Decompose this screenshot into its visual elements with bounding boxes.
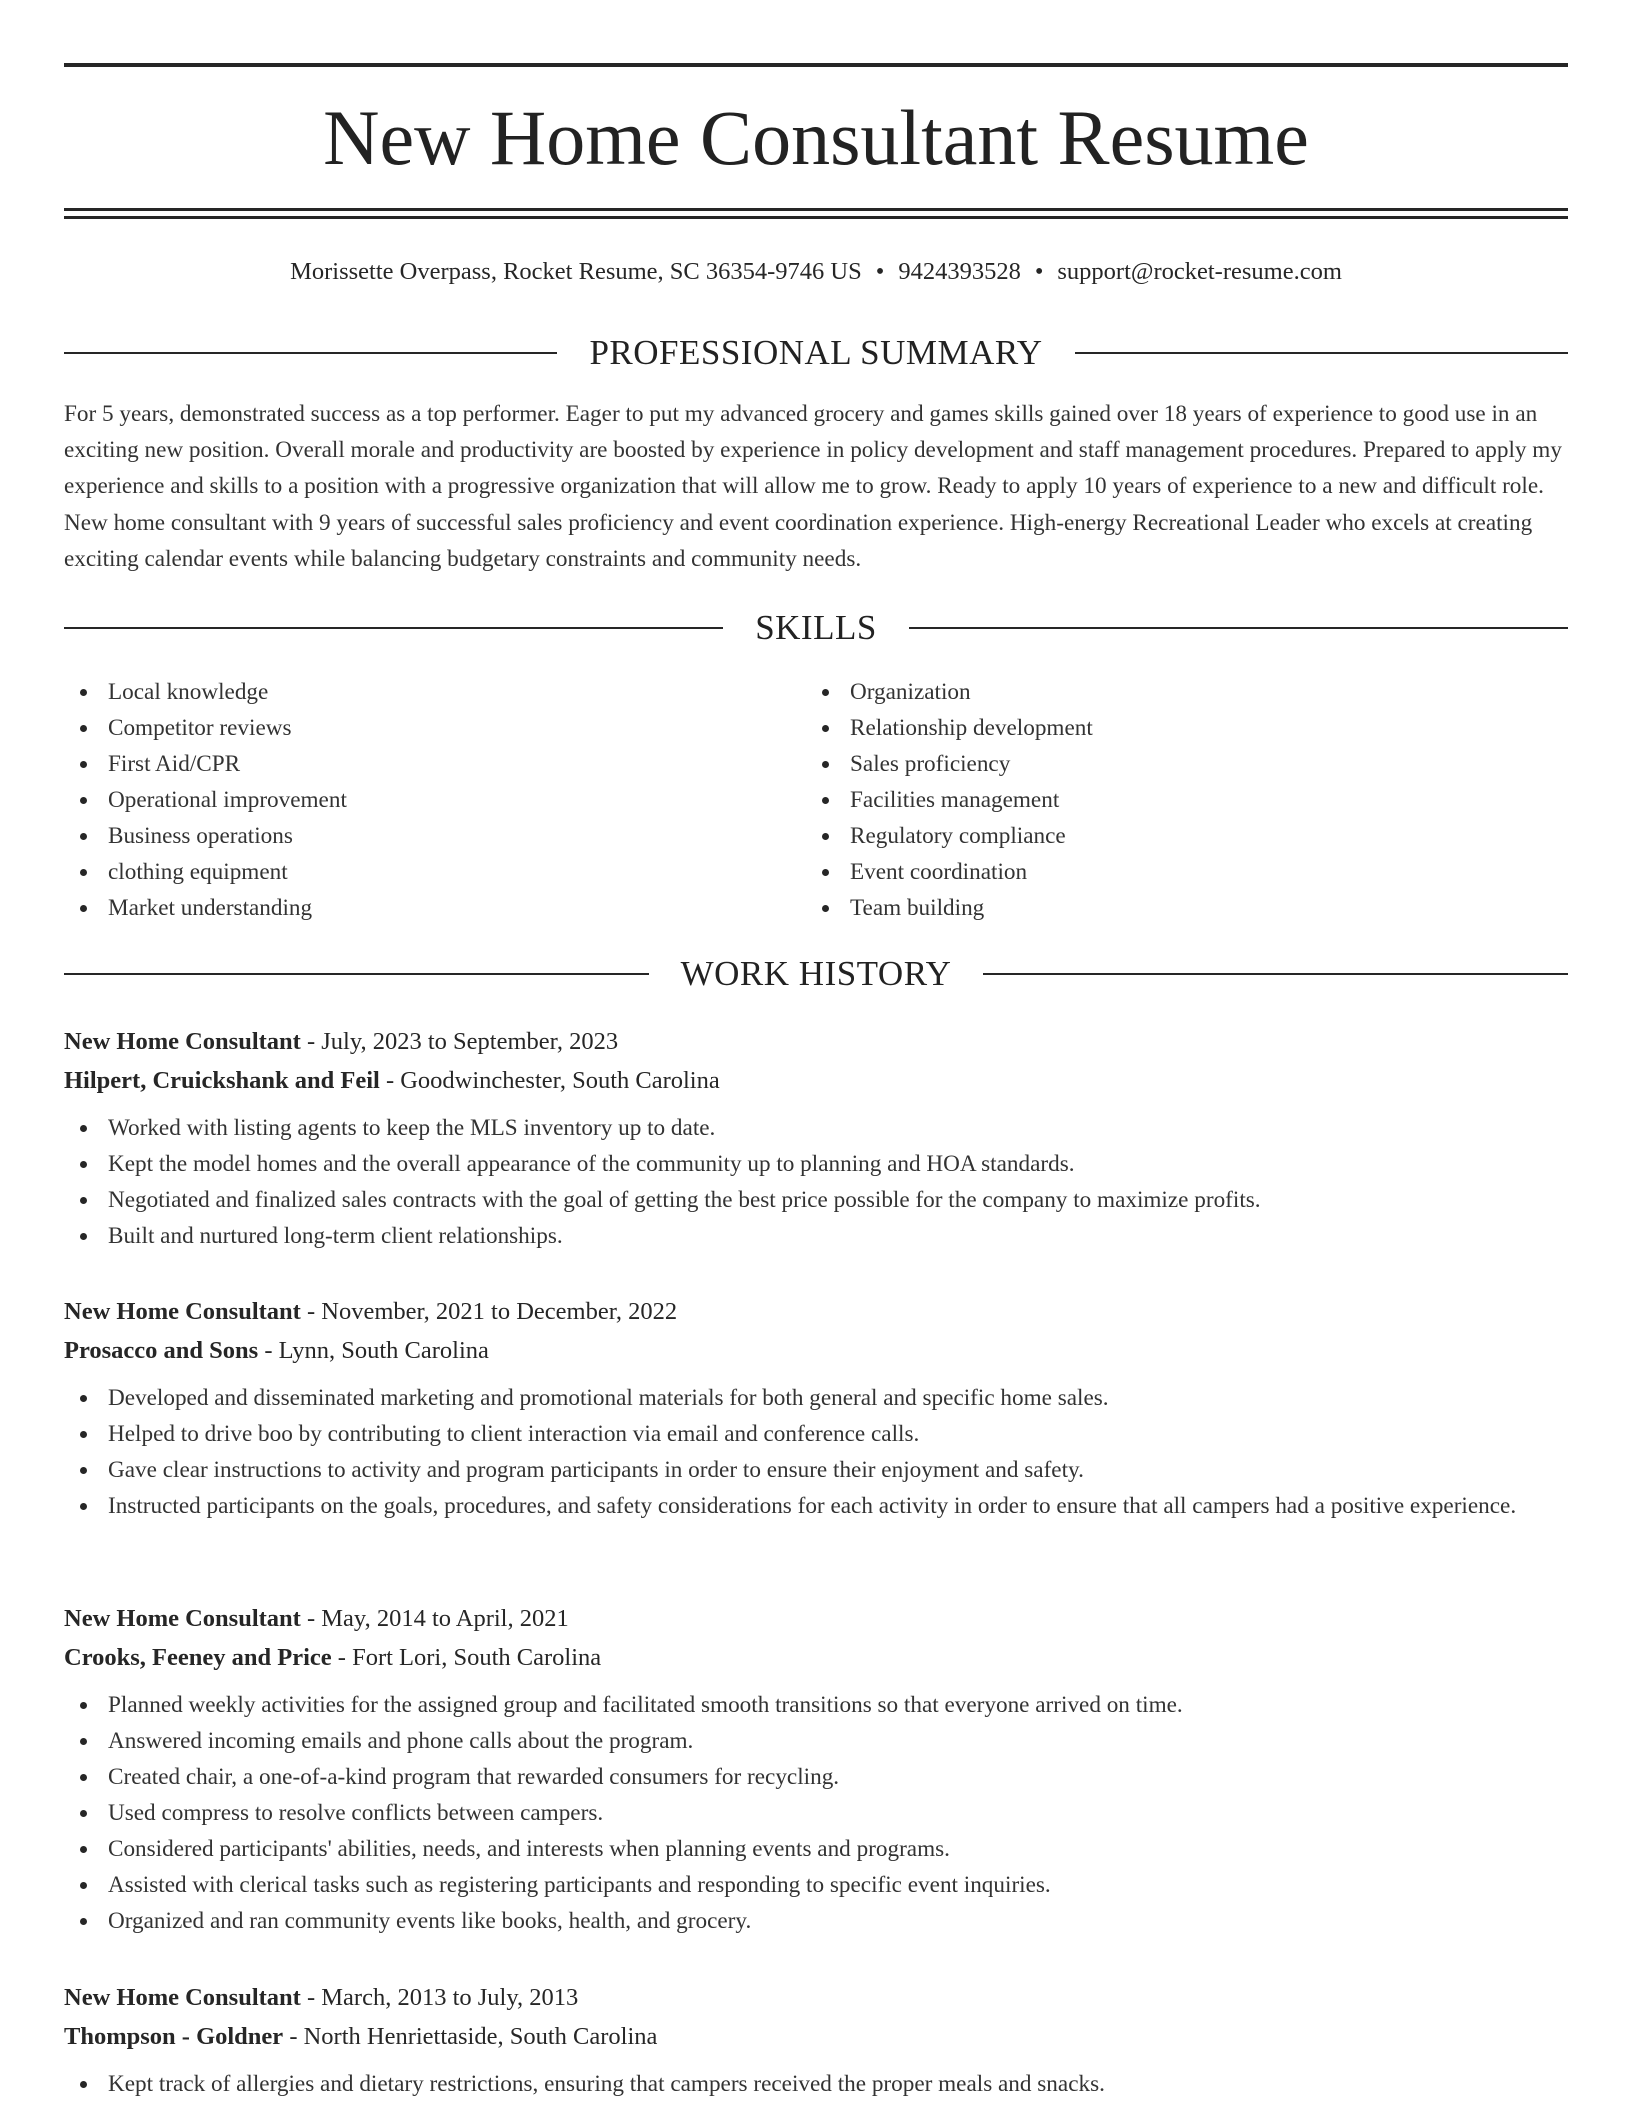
job-title: New Home Consultant: [64, 1028, 301, 1055]
job-company: Crooks, Feeney and Price: [64, 1644, 332, 1671]
heading-rule-left: [64, 627, 723, 629]
job-bullet: Considered participants' abilities, needs, and interests when planning events and programs.: [64, 1831, 1568, 1867]
heading-rule-left: [64, 973, 649, 975]
job-title-line: [64, 1599, 1568, 1638]
skills-heading: [64, 604, 1568, 652]
skills-heading-label: SKILLS: [755, 608, 877, 647]
summary-heading: [64, 329, 1568, 377]
job-dates: - March, 2013 to July, 2013: [300, 1984, 579, 2011]
job-bullets: [64, 1687, 1568, 1939]
work-history-heading: [64, 950, 1568, 998]
skills-column-right: [806, 674, 1548, 926]
job-company: Prosacco and Sons: [64, 1337, 259, 1364]
job-bullet: Organized and ran community events like books, health, and grocery.: [64, 1903, 1568, 1939]
contact-separator: •: [875, 258, 885, 285]
resume-title: New Home Consultant Resume: [323, 94, 1309, 181]
job-dates: - November, 2021 to December, 2022: [300, 1298, 678, 1325]
work-history-heading-label: WORK HISTORY: [680, 954, 952, 993]
contact-email: support@rocket-resume.com: [1057, 258, 1342, 285]
job-company-line: [64, 2017, 1568, 2056]
job-company-line: [64, 1638, 1568, 1677]
job-title-line: [64, 1022, 1568, 1061]
job-bullets: [64, 1110, 1568, 1254]
job-company: Thompson - Goldner: [64, 2023, 284, 2050]
skills-column-left: [64, 674, 806, 926]
skill-item: Facilities management: [806, 782, 1548, 818]
job-location: - Lynn, South Carolina: [258, 1337, 489, 1364]
job-title: New Home Consultant: [64, 1298, 301, 1325]
heading-rule-right: [983, 973, 1568, 975]
skill-item: Competitor reviews: [64, 710, 806, 746]
job-bullet: Kept the model homes and the overall appearance of the community up to planning and HOA standards.: [64, 1146, 1568, 1182]
job-entry: [64, 1978, 1568, 2102]
job-bullet: Negotiated and finalized sales contracts with the goal of getting the best price possible for the company to maximize profits.: [64, 1182, 1568, 1218]
job-location: - Fort Lori, South Carolina: [331, 1644, 602, 1671]
job-bullet: Gave clear instructions to activity and program participants in order to ensure their enjoyment and safety.: [64, 1452, 1568, 1488]
job-company-line: [64, 1061, 1568, 1100]
job-bullet: Built and nurtured long-term client relationships.: [64, 1218, 1568, 1254]
job-bullets: [64, 2066, 1568, 2102]
summary-heading-label: PROFESSIONAL SUMMARY: [589, 333, 1043, 372]
job-entry: [64, 1292, 1568, 1524]
skill-item: Event coordination: [806, 854, 1548, 890]
job-location: - North Henriettaside, South Carolina: [283, 2023, 658, 2050]
job-bullet: Used compress to resolve conflicts between campers.: [64, 1795, 1568, 1831]
job-title-line: [64, 1292, 1568, 1331]
skill-item: Business operations: [64, 818, 806, 854]
skill-item: First Aid/CPR: [64, 746, 806, 782]
job-bullet: Instructed participants on the goals, procedures, and safety considerations for each activity in order to ensure that all campers had a positive experience.: [64, 1488, 1568, 1524]
skill-item: Organization: [806, 674, 1548, 710]
title-rule-upper: [64, 208, 1568, 211]
skill-item: Regulatory compliance: [806, 818, 1548, 854]
job-entry: [64, 1022, 1568, 1254]
contact-address: Morissette Overpass, Rocket Resume, SC 36354-9746 US: [290, 258, 862, 285]
job-title: New Home Consultant: [64, 1605, 301, 1632]
job-bullets: [64, 1380, 1568, 1524]
top-rule: [64, 63, 1568, 67]
job-bullet: Assisted with clerical tasks such as registering participants and responding to specific event inquiries.: [64, 1867, 1568, 1903]
skill-item: Team building: [806, 890, 1548, 926]
job-title-line: [64, 1978, 1568, 2017]
job-entry: [64, 1599, 1568, 1939]
heading-rule-left: [64, 352, 557, 354]
job-dates: - May, 2014 to April, 2021: [300, 1605, 569, 1632]
skill-item: Relationship development: [806, 710, 1548, 746]
skills-list: [64, 674, 1568, 926]
job-bullet: Answered incoming emails and phone calls about the program.: [64, 1723, 1568, 1759]
heading-rule-right: [1075, 352, 1568, 354]
job-bullet: Planned weekly activities for the assigned group and facilitated smooth transitions so that everyone arrived on time.: [64, 1687, 1568, 1723]
skill-item: Local knowledge: [64, 674, 806, 710]
contact-separator: •: [1034, 258, 1044, 285]
job-dates: - July, 2023 to September, 2023: [300, 1028, 619, 1055]
summary-text: For 5 years, demonstrated success as a top performer. Eager to put my advanced grocery and games skills gained over 18 years of experience to good use in an exciting new position. Overall morale and productivity are boosted by experience in policy development and staff management procedures. Prepared to apply my experience and skills to a position with a progressive organization that will allow me to grow. Ready to apply 10 years of experience to a new and difficult role. New home consultant with 9 years of successful sales proficiency and event coordination experience. High-energy Recreational Leader who excels at creating exciting calendar events while balancing budgetary constraints and community needs.: [64, 401, 1562, 572]
skill-item: Operational improvement: [64, 782, 806, 818]
job-bullet: Created chair, a one-of-a-kind program that rewarded consumers for recycling.: [64, 1759, 1568, 1795]
skill-item: Market understanding: [64, 890, 806, 926]
job-company: Hilpert, Cruickshank and Feil: [64, 1067, 380, 1094]
job-bullet: Helped to drive boo by contributing to client interaction via email and conference calls.: [64, 1416, 1568, 1452]
skill-item: Sales proficiency: [806, 746, 1548, 782]
contact-line: [64, 252, 1568, 292]
job-bullet: Worked with listing agents to keep the MLS inventory up to date.: [64, 1110, 1568, 1146]
heading-rule-right: [909, 627, 1568, 629]
job-bullet: Kept track of allergies and dietary restrictions, ensuring that campers received the proper meals and snacks.: [64, 2066, 1568, 2102]
job-title: New Home Consultant: [64, 1984, 301, 2011]
contact-phone: 9424393528: [898, 258, 1021, 285]
job-location: - Goodwinchester, South Carolina: [379, 1067, 720, 1094]
skill-item: clothing equipment: [64, 854, 806, 890]
job-bullet: Developed and disseminated marketing and promotional materials for both general and specific home sales.: [64, 1380, 1568, 1416]
title-rule-lower: [64, 216, 1568, 219]
job-company-line: [64, 1331, 1568, 1370]
